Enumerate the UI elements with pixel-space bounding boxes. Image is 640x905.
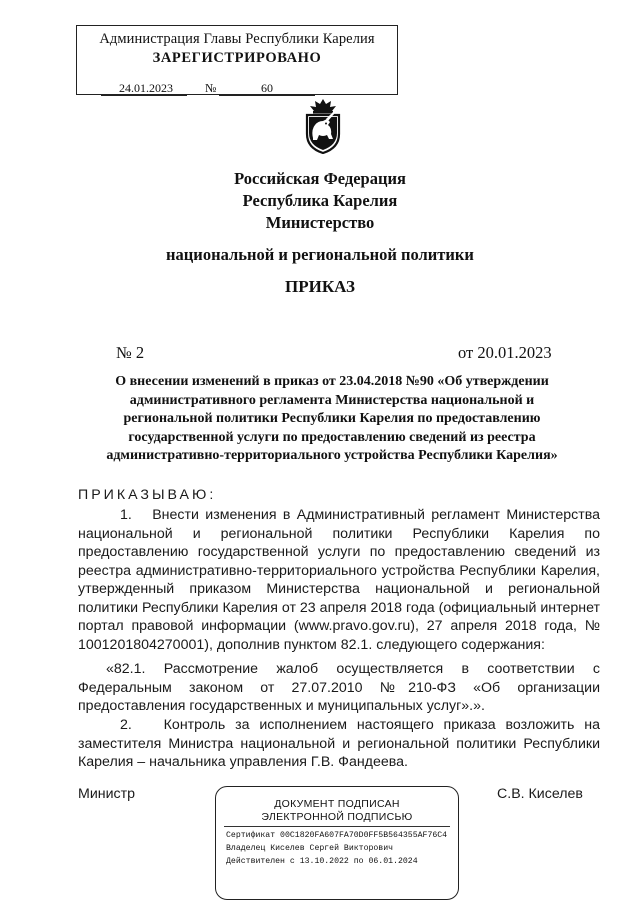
header-region: Республика Карелия [242,191,398,210]
document-type: ПРИКАЗ [285,277,355,296]
stamp-date: 24.01.2023 [119,81,173,95]
signature-position: Министр [78,786,135,802]
title-line: административно-территориального устройства Республики Карелия» [106,448,558,463]
stamp-organization: Администрация Главы Республики Карелия [99,31,375,47]
stamp-number-sign: № [205,81,217,95]
item-2-text: Контроль за исполнением настоящего приказа возложить на заместителя Министра национальной и региональной политики Республики Карелия – начальника управления Г.В. Фандеева. [78,717,600,770]
e-signature-heading-1: ДОКУМЕНТ ПОДПИСАН [274,798,400,810]
e-signature-heading-2: ЭЛЕКТРОННОЙ ПОДПИСЬЮ [261,811,413,823]
quote-text: «82.1. Рассмотрение жалоб осуществляется в соответствии с Федеральным законом от 27.07.2010 №210-ФЗ «Об организации предоставления государственных и муниципальных услуг».». [78,661,600,714]
item-1 [78,506,600,654]
quote-paragraph [78,660,600,716]
title-line: региональной политики Республики Карелия по предоставлению [123,411,541,426]
karelia-coat-of-arms-icon [299,98,347,154]
e-signature-divider [224,826,450,827]
order-number: № 2 [116,343,145,362]
item-2 [78,716,600,772]
e-signature-stamp [215,786,459,900]
prikazyvayu-heading: ПРИКАЗЫВАЮ: [78,487,217,503]
e-signature-certificate: Сертификат 00C1820FA607FA70D0FF5B564355AF76C4 [226,831,448,840]
item-1-number: 1. [120,507,132,523]
header-ministry: Министерство [265,213,375,232]
header-ministry-name: национальной и региональной политики [166,245,474,264]
stamp-number: 60 [261,81,273,95]
e-signature-owner: Владелец Киселев Сергей Викторович [226,844,394,853]
registration-stamp [76,25,398,95]
e-signature-validity: Действителен с 13.10.2022 по 06.01.2024 [226,857,418,866]
item-1-text: Внести изменения в Административный регламент Министерства национальной и региональной политики Республики Карелия по предоставлению государственной услуги по предоставлению сведений из реестра административно-территориального устройства Республики Карелия, утвержденный приказом Министерства национальной и региональной политики Республики Карелия от 23 апреля 2018 года (официальный интернет портал правовой информации (www.pravo.gov.ru), 27 апреля 2018 года, № 1001201804270001), дополнив пунктом 82.1. следующего содержания: [78,507,600,653]
stamp-status: ЗАРЕГИСТРИРОВАНО [152,50,322,66]
signature-name: С.В. Киселев [497,786,583,802]
title-line: государственной услуги по предоставлению сведений из реестра [128,429,536,445]
title-line: О внесении изменений в приказ от 23.04.2018 №90 «Об утверждении [115,374,549,389]
order-date: от 20.01.2023 [458,343,552,362]
header-country: Российская Федерация [234,169,406,188]
document-title [82,373,582,466]
title-line: административного регламента Министерства национальной и [129,392,535,408]
item-2-number: 2. [120,717,132,733]
